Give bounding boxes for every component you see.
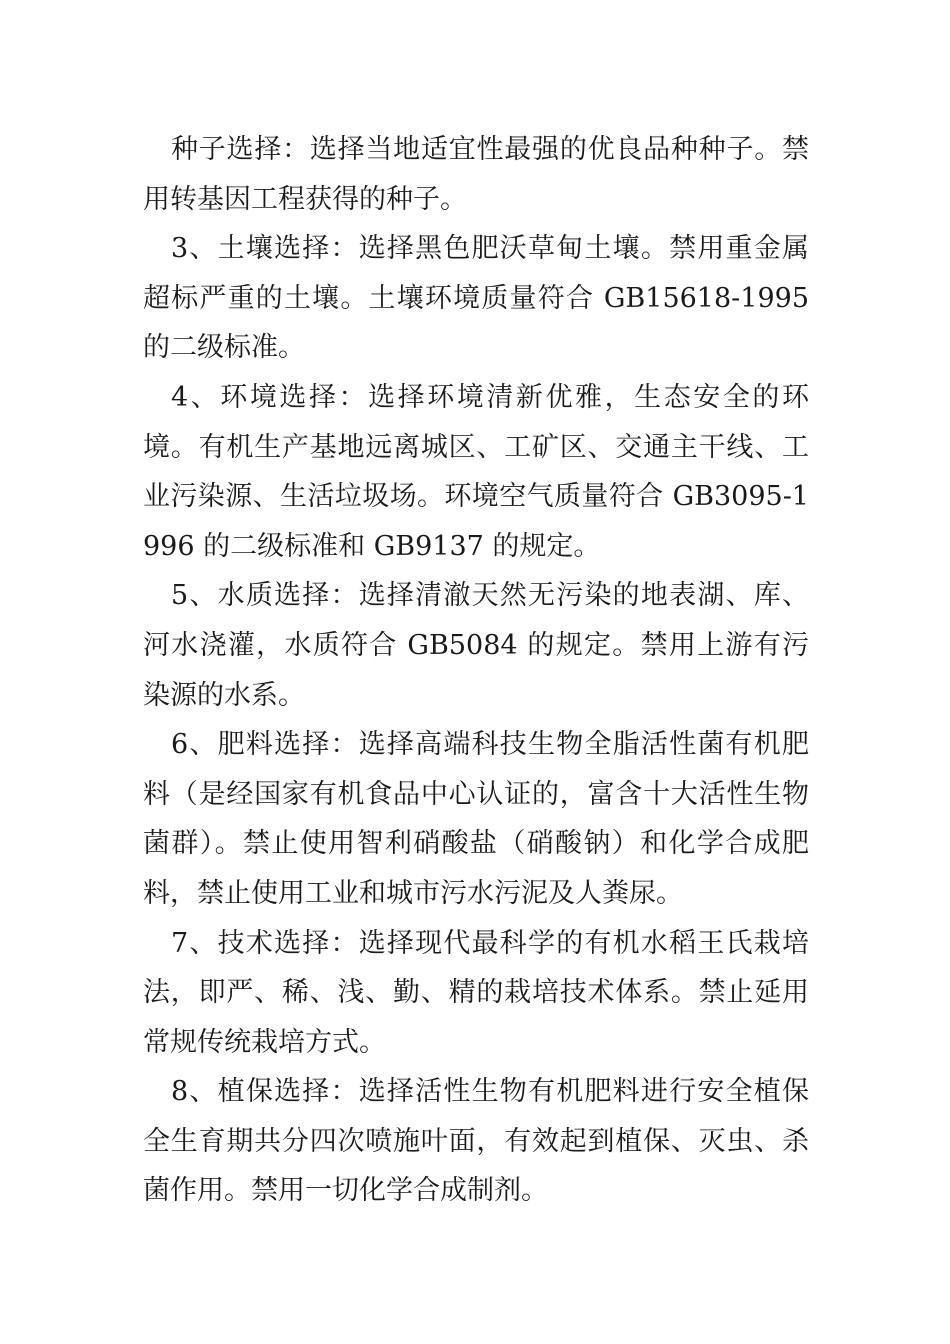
paragraph-fertilizer-selection: 6、肥料选择：选择高端科技生物全脂活性菌有机肥料（是经国家有机食品中心认证的，富含十大活性生物菌群）。禁止使用智利硝酸盐（硝酸钠）和化学合成肥料，禁止使用工业和城市污水污泥及人粪尿。 [143,729,809,909]
paragraph-water-selection: 5、水质选择：选择清澈天然无污染的地表湖、库、河水浇灌，水质符合 GB5084 的规定。禁用上游有污染源的水系。 [143,580,809,711]
paragraph-environment-selection: 4、环境选择：选择环境清新优雅，生态安全的环境。有机生产基地远离城区、工矿区、交通主干线、工业污染源、生活垃圾场。环境空气质量符合 GB3095-1996 的二级标准和 GB9137 的规定。 [143,381,809,562]
document-body [143,125,809,1216]
paragraph-technique-selection: 7、技术选择：选择现代最科学的有机水稻王氏栽培法，即严、稀、浅、勤、精的栽培技术体系。禁止延用常规传统栽培方式。 [143,927,809,1058]
paragraph-seed-selection: 种子选择：选择当地适宜性最强的优良品种种子。禁用转基因工程获得的种子。 [143,134,809,215]
paragraph-soil-selection: 3、土壤选择：选择黑色肥沃草甸土壤。禁用重金属超标严重的土壤。土壤环境质量符合 GB15618-1995 的二级标准。 [143,233,809,364]
paragraph-plant-protection-selection: 8、植保选择：选择活性生物有机肥料进行安全植保全生育期共分四次喷施叶面，有效起到植保、灭虫、杀菌作用。禁用一切化学合成制剂。 [143,1076,809,1207]
